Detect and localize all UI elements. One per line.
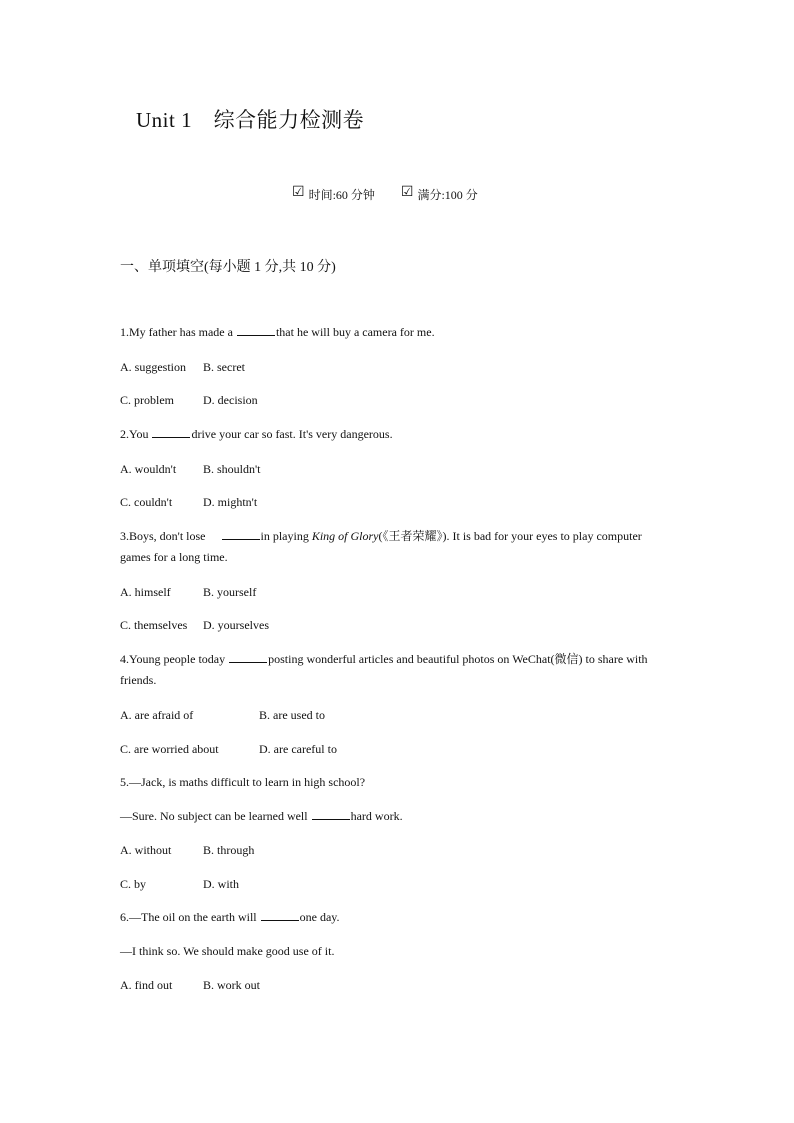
checkbox-checked-icon: ☑ (400, 185, 414, 200)
question-stem: (《王者荣耀》). It is bad for your eyes to play computer games for a long time. (120, 529, 642, 564)
game-title: King of Glory (311, 529, 379, 543)
option-c: C. couldn't (120, 495, 173, 509)
question-stem: hard work. (350, 809, 403, 823)
question-5: 5.—Jack, is maths difficult to learn in high school? (120, 775, 366, 789)
time-limit: 时间:60 分钟 (308, 188, 375, 202)
question-stem: 2.You (120, 427, 152, 441)
question-stem: that he will buy a camera for me. (275, 325, 435, 339)
option-a: A. suggestion (120, 360, 186, 374)
option-b: B. secret (203, 360, 245, 374)
answer-blank (229, 652, 267, 663)
question-2 (120, 424, 393, 445)
question-stem: one day. (299, 910, 340, 924)
option-d: D. with (203, 877, 239, 891)
option-d: D. mightn't (203, 495, 258, 509)
question-3 (120, 526, 660, 568)
question-1 (120, 322, 435, 343)
answer-blank (237, 325, 275, 336)
option-b: B. through (203, 843, 255, 857)
answer-blank (312, 809, 350, 820)
answer-blank (222, 529, 260, 540)
question-stem: 4.Young people today (120, 652, 229, 666)
option-a: A. are afraid of (120, 708, 194, 722)
section-title: 一、单项填空(每小题 1 分,共 10 分) (120, 260, 336, 275)
option-a: A. himself (120, 585, 171, 599)
question-stem: 1.My father has made a (120, 325, 236, 339)
option-a: A. without (120, 843, 172, 857)
option-b: B. yourself (203, 585, 257, 599)
answer-blank (152, 427, 190, 438)
question-6-reply: —I think so. We should make good use of it. (120, 944, 335, 958)
option-d: D. decision (203, 393, 258, 407)
question-stem: posting wonderful articles and beautiful photos on WeChat(微信) to share with friends. (120, 652, 648, 687)
option-a: A. wouldn't (120, 462, 177, 476)
option-c: C. by (120, 877, 147, 891)
page-title: Unit 1 综合能力检测卷 (136, 108, 365, 132)
question-4 (120, 649, 660, 691)
time-info (292, 186, 375, 203)
answer-blank (261, 910, 299, 921)
option-c: C. are worried about (120, 742, 219, 756)
question-6 (120, 907, 340, 928)
option-c: C. problem (120, 393, 174, 407)
question-stem: 6.—The oil on the earth will (120, 910, 260, 924)
question-5-answer-line (120, 806, 403, 827)
option-d: D. are careful to (259, 742, 337, 756)
option-b: B. work out (203, 978, 260, 992)
option-c: C. themselves (120, 618, 188, 632)
question-stem: in playing (260, 529, 312, 543)
exam-info (292, 186, 478, 203)
option-a: A. find out (120, 978, 173, 992)
full-score: 满分:100 分 (417, 188, 478, 202)
score-info (401, 186, 478, 203)
question-stem: 3.Boys, don't lose (120, 529, 221, 543)
option-b: B. are used to (259, 708, 325, 722)
option-b: B. shouldn't (203, 462, 261, 476)
option-d: D. yourselves (203, 618, 269, 632)
checkbox-checked-icon: ☑ (292, 185, 305, 200)
question-stem: drive your car so fast. It's very dangerous. (191, 427, 393, 441)
question-stem: —Sure. No subject can be learned well (120, 809, 311, 823)
